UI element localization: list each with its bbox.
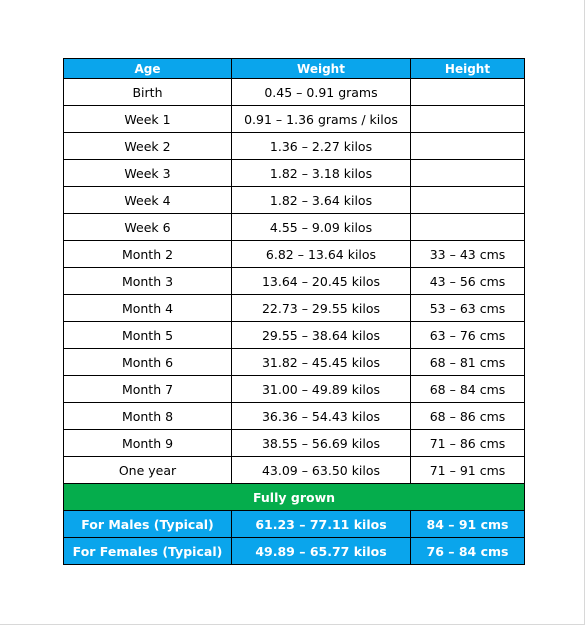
age-cell: Month 4 bbox=[64, 295, 232, 322]
height-cell: 84 – 91 cms bbox=[411, 511, 525, 538]
height-cell: 68 – 86 cms bbox=[411, 403, 525, 430]
height-cell bbox=[411, 214, 525, 241]
typical-row-males bbox=[64, 511, 525, 538]
weight-cell: 22.73 – 29.55 kilos bbox=[232, 295, 411, 322]
height-cell: 33 – 43 cms bbox=[411, 241, 525, 268]
height-cell: 76 – 84 cms bbox=[411, 538, 525, 565]
table-row bbox=[64, 106, 525, 133]
age-cell: Birth bbox=[64, 79, 232, 106]
age-cell: One year bbox=[64, 457, 232, 484]
age-cell: Month 3 bbox=[64, 268, 232, 295]
weight-cell: 13.64 – 20.45 kilos bbox=[232, 268, 411, 295]
age-cell: For Males (Typical) bbox=[64, 511, 232, 538]
height-cell bbox=[411, 187, 525, 214]
header-height: Height bbox=[411, 59, 525, 79]
age-cell: Week 3 bbox=[64, 160, 232, 187]
table-row bbox=[64, 322, 525, 349]
weight-cell: 0.45 – 0.91 grams bbox=[232, 79, 411, 106]
age-cell: Month 2 bbox=[64, 241, 232, 268]
height-cell: 63 – 76 cms bbox=[411, 322, 525, 349]
table-row bbox=[64, 187, 525, 214]
table-row bbox=[64, 349, 525, 376]
weight-cell: 1.82 – 3.64 kilos bbox=[232, 187, 411, 214]
typical-row-females bbox=[64, 538, 525, 565]
header-age: Age bbox=[64, 59, 232, 79]
table-row bbox=[64, 403, 525, 430]
table-row bbox=[64, 268, 525, 295]
age-cell: Month 9 bbox=[64, 430, 232, 457]
age-cell: For Females (Typical) bbox=[64, 538, 232, 565]
age-cell: Month 7 bbox=[64, 376, 232, 403]
height-cell: 71 – 91 cms bbox=[411, 457, 525, 484]
table-row bbox=[64, 376, 525, 403]
weight-cell: 31.82 – 45.45 kilos bbox=[232, 349, 411, 376]
height-cell: 43 – 56 cms bbox=[411, 268, 525, 295]
table-row bbox=[64, 79, 525, 106]
weight-cell: 4.55 – 9.09 kilos bbox=[232, 214, 411, 241]
fully-grown-row bbox=[64, 484, 525, 511]
height-cell: 53 – 63 cms bbox=[411, 295, 525, 322]
weight-cell: 43.09 – 63.50 kilos bbox=[232, 457, 411, 484]
weight-cell: 1.36 – 2.27 kilos bbox=[232, 133, 411, 160]
weight-cell: 1.82 – 3.18 kilos bbox=[232, 160, 411, 187]
table-row bbox=[64, 133, 525, 160]
height-cell: 68 – 81 cms bbox=[411, 349, 525, 376]
table-row bbox=[64, 295, 525, 322]
height-cell bbox=[411, 160, 525, 187]
age-cell: Week 6 bbox=[64, 214, 232, 241]
height-cell bbox=[411, 106, 525, 133]
age-cell: Week 4 bbox=[64, 187, 232, 214]
height-cell: 68 – 84 cms bbox=[411, 376, 525, 403]
weight-cell: 49.89 – 65.77 kilos bbox=[232, 538, 411, 565]
height-cell bbox=[411, 79, 525, 106]
table-row bbox=[64, 241, 525, 268]
age-cell: Month 8 bbox=[64, 403, 232, 430]
table-row bbox=[64, 430, 525, 457]
weight-cell: 38.55 – 56.69 kilos bbox=[232, 430, 411, 457]
table-row bbox=[64, 214, 525, 241]
growth-chart-table bbox=[63, 58, 525, 565]
height-cell bbox=[411, 133, 525, 160]
age-cell: Month 5 bbox=[64, 322, 232, 349]
weight-cell: 29.55 – 38.64 kilos bbox=[232, 322, 411, 349]
fully-grown-label: Fully grown bbox=[64, 484, 525, 511]
height-cell: 71 – 86 cms bbox=[411, 430, 525, 457]
weight-cell: 61.23 – 77.11 kilos bbox=[232, 511, 411, 538]
weight-cell: 6.82 – 13.64 kilos bbox=[232, 241, 411, 268]
age-cell: Month 6 bbox=[64, 349, 232, 376]
weight-cell: 36.36 – 54.43 kilos bbox=[232, 403, 411, 430]
age-cell: Week 1 bbox=[64, 106, 232, 133]
age-cell: Week 2 bbox=[64, 133, 232, 160]
header-weight: Weight bbox=[232, 59, 411, 79]
weight-cell: 0.91 – 1.36 grams / kilos bbox=[232, 106, 411, 133]
table-row bbox=[64, 457, 525, 484]
table-header-row bbox=[64, 59, 525, 79]
weight-cell: 31.00 – 49.89 kilos bbox=[232, 376, 411, 403]
table-row bbox=[64, 160, 525, 187]
